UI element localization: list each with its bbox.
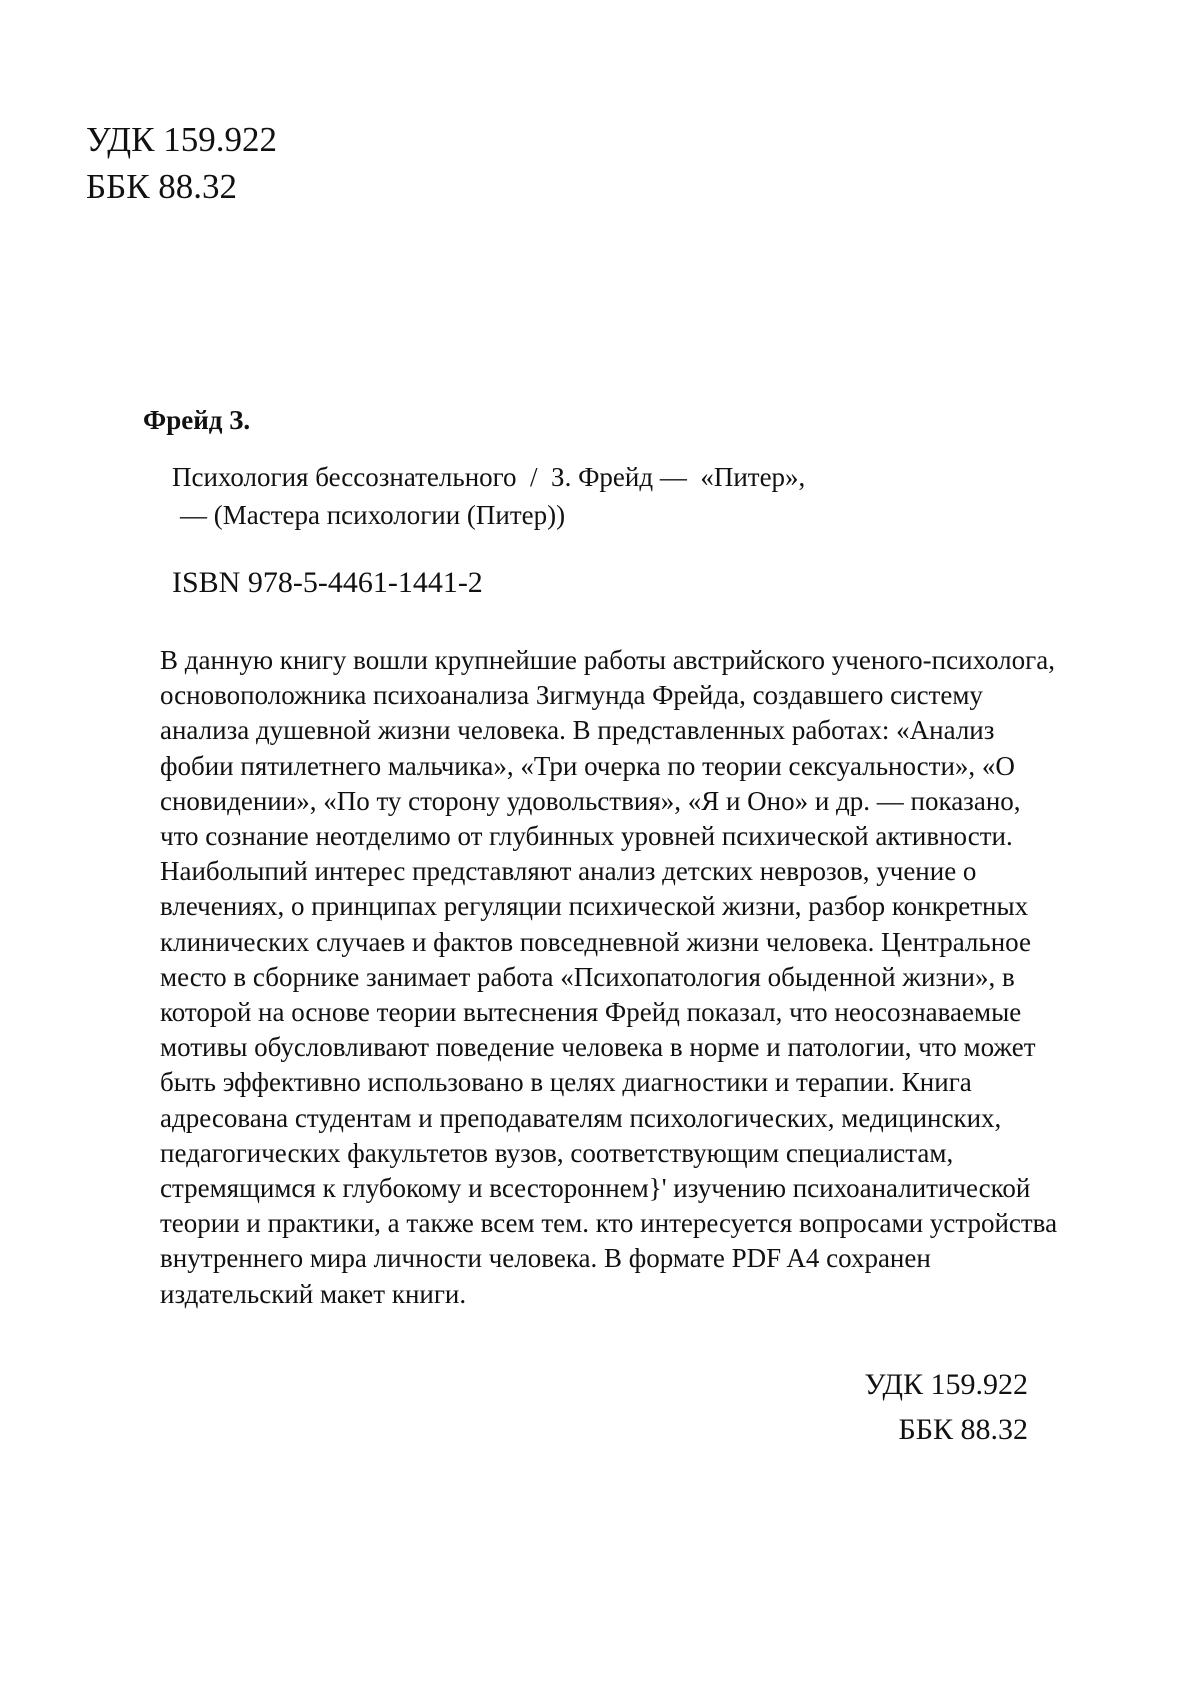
abstract-line: сновидении», «По ту сторону удовольствия», «Я и Оно» и др. — показано, <box>160 785 1021 816</box>
author-name: Фрейд З. <box>143 405 251 435</box>
bib-title-line: Психология бессознательного / З. Фрейд — «Питер», <box>172 462 806 492</box>
abstract-line: что сознание неотделимо от глубинных уровней психической активности. <box>160 821 1013 852</box>
abstract-line: влечениях, о принципах регуляции психической жизни, разбор конкретных <box>160 891 1029 922</box>
header-classification-codes <box>86 116 277 210</box>
udk-code-top: УДК 159.922 <box>86 120 277 159</box>
abstract-line: стремящимся к глубокому и всестороннем}' изучению психоаналитической <box>160 1173 1031 1204</box>
abstract-line: которой на основе теории вытеснения Фрейд показал, что неосознаваемые <box>160 997 1022 1028</box>
abstract-line: В данную книгу вошли крупнейшие работы австрийского ученого-психолога, <box>160 645 1055 675</box>
bbk-code-top: ББК 88.32 <box>86 167 238 206</box>
abstract-line: фобии пятилетнего мальчика», «Три очерка по теории сексуальности», «О <box>160 750 1015 781</box>
bibliographic-description <box>172 458 805 534</box>
abstract-text <box>160 643 1120 1312</box>
abstract-line: анализа душевной жизни человека. В представленных работах: «Анализ <box>160 715 995 746</box>
abstract-line: мотивы обусловливают поведение человека в норме и патологии, что может <box>160 1032 1036 1063</box>
abstract-line: теории и практики, а также всем тем. кто интересуется вопросами устройства <box>160 1208 1058 1239</box>
bib-series-line: — (Мастера психологии (Питер)) <box>180 500 566 530</box>
abstract-line: клинических случаев и фактов повседневной жизни человека. Центральное <box>160 926 1031 957</box>
abstract-line: основоположника психоанализа Зигмунда Фрейда, создавшего систему <box>160 680 983 711</box>
bbk-code-bottom: ББК 88.32 <box>898 1413 1028 1446</box>
abstract-line: педагогических факультетов вузов, соответствующим специалистам, <box>160 1137 954 1168</box>
udk-code-bottom: УДК 159.922 <box>864 1368 1028 1401</box>
abstract-line: издательский макет книги. <box>160 1278 467 1309</box>
abstract-line: Наиболыпий интерес представляют анализ детских неврозов, учение о <box>160 856 977 887</box>
abstract-line: внутреннего мира личности человека. В формате PDF A4 сохранен <box>160 1243 931 1274</box>
abstract-line: место в сборнике занимает работа «Психопатология обыденной жизни», в <box>160 961 1015 992</box>
abstract-line: быть эффективно использовано в целях диагностики и терапии. Книга <box>160 1067 972 1098</box>
footer-classification-codes <box>864 1362 1028 1452</box>
isbn: ISBN 978-5-4461-1441-2 <box>172 566 483 599</box>
abstract-line: адресована студентам и преподавателям психологических, медицинских, <box>160 1102 1002 1133</box>
